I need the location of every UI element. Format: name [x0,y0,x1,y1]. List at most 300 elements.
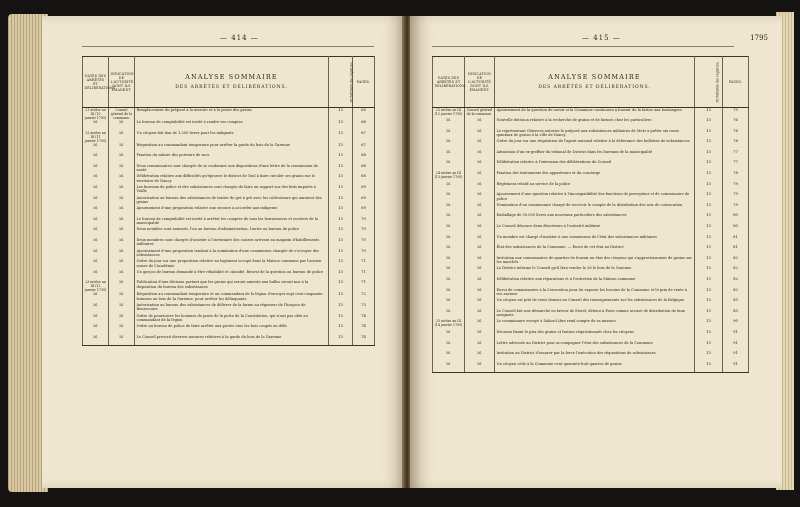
row-register-number: 13 [329,280,353,292]
row-page: 81 [723,245,749,256]
row-date: 23 nivôse an III (12 janvier 1795) [433,108,465,119]
row-date: Id. [433,277,465,288]
table-row [433,213,749,224]
table-row [433,192,749,203]
row-page: 65 [353,108,375,121]
table-row [83,131,375,143]
row-authority: Id. [109,174,135,185]
row-authority: Id. [465,118,495,129]
row-page: 76 [723,129,749,140]
row-page: 79 [723,182,749,193]
row-summary: Le Conseil dénonce deux déserteurs à l'autorité militaire [495,224,695,235]
row-summary: Publication d'une décision portant que les grains qui seront amenés aux halles seront mis à la disposition du bureau des subsistances [135,280,329,292]
row-date: Id. [83,174,109,185]
row-summary: Le bureau de comptabilité est invité à arrêter les comptes de tous les fournisseurs et ouvriers de la municipalité [135,217,329,228]
row-summary: Le représentant Génevois autorise le préposé aux subsistances militaires de Metz à prêter six cents quintaux de grains à la ville de Nancy [495,129,695,140]
table-row [433,129,749,140]
row-page: 68 [353,174,375,185]
table-row [433,150,749,161]
row-authority: Id. [465,256,495,267]
row-date: Id. [433,298,465,309]
row-page: 82 [723,266,749,277]
row-register-number: 13 [329,131,353,143]
row-summary: Deux membres sont chargés d'assister à l'inventaire des caisses arrivant au magasin d'habillements militaires [135,238,329,249]
row-page: 66 [353,120,375,131]
row-authority: Id. [109,249,135,260]
row-date: Id. [433,213,465,224]
row-summary: Ordre du jour sur une réquisition de l'agent national relative à la délivrance des bulletins de subsistances [495,139,695,150]
row-summary: Délibération relative aux réparations et à l'entretien de la Maison commune [495,277,695,288]
row-summary: Ordre du jour sur une proposition relative au logement occupé dans la Maison commune par l'ancien suisse de l'Académie [135,259,329,270]
row-summary: Deux commissaires sont chargés de se conformer aux dispositions d'une lettre de la commission de santé [135,164,329,175]
row-register-number: 13 [329,324,353,335]
row-summary: Nouvelle décision relative à la recherche de grains et de farines chez les particuliers [495,118,695,129]
row-page: 70 [353,238,375,249]
row-register-number: 13 [695,139,723,150]
row-summary: Invitation au District d'assurer par la force l'exécution des réquisitions de subsistances [495,351,695,362]
row-register-number: 13 [695,171,723,182]
row-authority: Id. [465,362,495,373]
header-analyse [495,57,695,108]
row-authority: Id. [465,341,495,352]
table-row [83,120,375,131]
header-indication: INDICATION DE L'AUTORITÉ DONT ILS ÉMANENT. [465,57,495,108]
row-authority: Id. [465,192,495,203]
row-authority: Id. [465,309,495,320]
row-page: 82 [723,256,749,267]
row-page: 69 [353,206,375,217]
table-row [83,324,375,335]
table-row [433,203,749,214]
header-rule [82,46,374,47]
row-authority: Id. [465,213,495,224]
header-numeros: NUMÉROS des registres. [329,57,353,108]
row-date: Id. [433,330,465,341]
row-register-number: 13 [329,238,353,249]
row-date: Id. [83,270,109,281]
row-register-number: 13 [695,277,723,288]
left-page-number: — 414 — [220,34,259,42]
row-register-number: 13 [695,341,723,352]
table-row [433,319,749,330]
table-row [83,153,375,164]
table-row [433,266,749,277]
table-row [433,351,749,362]
row-summary: Envoi de commissaires à la Convention pour lui exposer les besoins de la Commune et le prix de vente à ses anciens [495,288,695,299]
row-authority: Id. [465,139,495,150]
row-authority: Id. [465,171,495,182]
row-date: 22 nivôse an III (11 janvier 1795) [83,131,109,143]
table-row [83,196,375,207]
row-authority: Id. [465,150,495,161]
row-authority: Id. [465,235,495,246]
row-date: 24 nivôse an III (13 janvier 1795) [433,171,465,182]
row-summary: Ordre de poursuivre les hommes de poste de la porte de la Constitution, qui n'ont pas obéi au commandant de la légion [135,314,329,325]
table-row [83,108,375,121]
row-page: 83 [723,298,749,309]
header-analyse-subtitle: DES ARRÊTÉS ET DÉLIBÉRATIONS. [175,85,288,91]
row-date: Id. [433,224,465,235]
table-row [83,303,375,314]
row-page: 80 [723,213,749,224]
row-summary: Fixation du salaire des porteurs de sacs [135,153,329,164]
row-summary: Remplacement du préposé à la mesure et à la pesée des grains [135,108,329,121]
row-authority: Id. [465,277,495,288]
row-date: Id. [433,362,465,373]
row-page: 76 [723,139,749,150]
row-register-number: 13 [329,303,353,314]
table-row [83,227,375,238]
table-row [83,280,375,292]
row-date: Id. [83,153,109,164]
row-page: 68 [353,153,375,164]
row-summary: Le Conseil fait une démarche en faveur de Morel, détenu à Paris comme accusé de distribution de faux assignats [495,309,695,320]
row-page: 79 [723,203,749,214]
table-row [83,174,375,185]
row-authority: Id. [465,288,495,299]
row-register-number: 13 [695,245,723,256]
row-page: 70 [353,249,375,260]
row-date: Id. [83,217,109,228]
running-head-year: 1795 [750,34,768,42]
table-row [433,160,749,171]
row-page: 67 [353,131,375,143]
row-authority: Id. [465,266,495,277]
table-row [433,309,749,320]
row-register-number: 13 [695,256,723,267]
table-row [433,298,749,309]
row-page: 73 [353,303,375,314]
row-authority: Id. [109,164,135,175]
row-date: Id. [83,196,109,207]
register-table-right [432,56,749,373]
row-register-number: 13 [695,266,723,277]
row-register-number: 13 [329,249,353,260]
row-summary: Ajournement de la question de savoir si la Commune continuera à fournir de la farine aux boulangers [495,108,695,119]
row-date: Id. [433,129,465,140]
row-summary: Le bureau de comptabilité est invité à rendre ses comptes [135,120,329,131]
row-page: 81 [723,235,749,246]
row-date: Id. [83,314,109,325]
row-register-number: 13 [329,314,353,325]
row-authority: Id. [109,259,135,270]
row-authority: Id. [109,270,135,281]
row-summary: Les bureaux de police et des subsistances sont chargés de faire un rapport sur des faits imputés à Vialle [135,185,329,196]
row-register-number: 13 [329,143,353,154]
table-row [433,288,749,299]
table-row [83,206,375,217]
row-page: 91 [723,362,749,373]
row-page: 69 [353,196,375,207]
row-page: 71 [353,270,375,281]
row-date: Id. [433,139,465,150]
table-row [83,314,375,325]
row-date: Id. [433,182,465,193]
table-row [83,259,375,270]
table-row [83,164,375,175]
header-pages: PAGES. [723,57,749,108]
row-summary: Un citoyen fait don de 1,200 livres pour les indigents [135,131,329,143]
table-row [83,249,375,260]
header-analyse-title: ANALYSE SOMMAIRE [185,73,278,82]
row-register-number: 13 [695,129,723,140]
header-indication: INDICATION DE L'AUTORITÉ DONT ILS ÉMANENT. [109,57,135,108]
row-summary: Réquisition au commandant temporaire et au commandant de la légion d'envoyer sept cent cinquante hommes au bois de la Garenne, pour arrêter les délinquants [135,292,329,303]
row-register-number: 13 [329,270,353,281]
table-row [83,335,375,346]
row-register-number: 13 [695,319,723,330]
row-authority: Id. [109,292,135,303]
row-date: Id. [83,185,109,196]
row-page: 79 [723,192,749,203]
row-page: 91 [723,330,749,341]
row-authority: Id. [109,196,135,207]
row-date: Id. [433,266,465,277]
row-summary: Un garçon de bureau demande à être réhabilité et classifié. Renvoi de la question au bureau de police [135,270,329,281]
row-date: Id. [433,309,465,320]
row-authority: Id. [109,227,135,238]
row-authority: Conseil général de la commune. [109,108,135,121]
row-date: Id. [83,238,109,249]
row-summary: Autorisation au bureau des subsistances de délivrer de la farine au régisseur de l'hospice de Bonsecours [135,303,329,314]
row-summary: État des subsistances de la Commune. — Envoi de cet état au District [495,245,695,256]
table-row [433,362,749,373]
row-page: 70 [353,217,375,228]
row-authority: Id. [109,217,135,228]
row-authority: Id. [465,129,495,140]
row-summary: Délibération relative à l'extension des délibérations du Conseil [495,160,695,171]
row-summary: Autorisation au bureau des subsistances de traiter de gré à gré avec les cultivateurs qui auraient des grains [135,196,329,207]
row-date: Id. [83,303,109,314]
header-analyse-title: ANALYSE SOMMAIRE [548,73,641,82]
row-authority: Id. [109,314,135,325]
table-row [83,238,375,249]
row-page: 75 [723,108,749,119]
register-body-right [433,108,749,373]
row-register-number: 13 [695,235,723,246]
header-dates: DATES DES ARRÊTÉS ET DÉLIBÉRATIONS. [433,57,465,108]
row-authority: Id. [109,153,135,164]
row-date: Id. [433,351,465,362]
row-date: 25 nivôse an III (14 janvier 1795) [433,319,465,330]
row-page: 82 [723,288,749,299]
row-summary: Un citoyen cède à la Commune cent quarante-huit quartes de grains [495,362,695,373]
row-authority: Id. [109,324,135,335]
table-row [433,256,749,267]
row-summary: Nomination d'un commissaire chargé de recevoir le compte de la distribution des avis de convocation [495,203,695,214]
row-register-number: 13 [329,196,353,207]
row-register-number: 13 [329,164,353,175]
row-register-number: 13 [329,185,353,196]
row-page: 71 [353,280,375,292]
row-date: Id. [433,256,465,267]
table-row [433,139,749,150]
row-page: 91 [723,351,749,362]
row-page: 70 [353,227,375,238]
row-register-number: 13 [329,259,353,270]
row-authority: Id. [465,224,495,235]
row-summary: Un membre est chargé d'assister à une commission de l'état des subsistances militaires [495,235,695,246]
row-authority: Id. [109,303,135,314]
row-register-number: 13 [329,217,353,228]
row-summary: Fixation des traitements des appariteurs et du concierge [495,171,695,182]
row-summary: Réquisition au commandant temporaire pour arrêter la garde du bois de la Garenne [135,143,329,154]
row-summary: Le commissaire envoyé à Saline-Libre rend compte de sa mission [495,319,695,330]
row-register-number: 13 [695,150,723,161]
row-summary: Le District informe le Conseil qu'il fera vendre le 26 le bois de la Garenne [495,266,695,277]
row-register-number: 13 [695,160,723,171]
row-date: Id. [83,335,109,346]
row-register-number: 13 [695,288,723,299]
table-row [83,185,375,196]
right-page-number: — 415 — [582,34,621,42]
row-page: 72 [353,292,375,303]
row-date: Id. [433,192,465,203]
row-page: 67 [353,143,375,154]
register-body-left [83,108,375,346]
row-page: 80 [723,224,749,235]
row-register-number: 13 [695,182,723,193]
row-authority: Id. [465,351,495,362]
row-register-number: 13 [695,309,723,320]
row-authority: Id. [109,120,135,131]
row-register-number: 13 [695,213,723,224]
header-analyse [135,57,329,108]
row-register-number: 13 [329,292,353,303]
right-page [410,16,782,488]
row-summary: Règlement relatif au service de la police [495,182,695,193]
row-authority: Id. [465,330,495,341]
row-register-number: 13 [329,153,353,164]
row-page: 74 [353,314,375,325]
row-authority: Id. [465,319,495,330]
row-page: 76 [723,118,749,129]
row-date: Id. [83,120,109,131]
row-date: Id. [83,292,109,303]
table-row [433,245,749,256]
register-table-left [82,56,375,346]
row-summary: Ajournement d'une proposition tendant à la nomination d'une commission chargée de s'occuper des subsistances [135,249,329,260]
row-authority: Id. [465,160,495,171]
left-page [42,16,406,488]
row-register-number: 13 [695,351,723,362]
row-page: 90 [723,319,749,330]
row-authority: Id. [465,182,495,193]
row-date: Id. [83,143,109,154]
row-register-number: 13 [695,203,723,214]
row-page: 71 [353,259,375,270]
row-date: Id. [433,203,465,214]
row-date: Id. [433,288,465,299]
row-page: 69 [353,185,375,196]
row-authority: Id. [109,280,135,292]
header-numeros: NUMÉROS des registres. [695,57,723,108]
row-register-number: 13 [329,227,353,238]
table-row [433,341,749,352]
row-date: Id. [83,324,109,335]
row-page: 74 [353,324,375,335]
row-authority: Id. [109,206,135,217]
row-register-number: 13 [329,120,353,131]
row-register-number: 13 [329,335,353,346]
table-row [433,224,749,235]
row-register-number: 13 [695,362,723,373]
row-page: 83 [723,309,749,320]
row-page: 77 [723,160,749,171]
row-register-number: 13 [695,298,723,309]
row-date: Id. [433,341,465,352]
row-summary: Admission d'un ex-greffier du tribunal de District dans les bureaux de la municipalité [495,150,695,161]
row-register-number: 13 [695,118,723,129]
row-authority: Id. [109,131,135,143]
row-register-number: 13 [695,192,723,203]
row-summary: Un citoyen est prié de venir donner au Conseil des renseignements sur les subsistances de la Belgique [495,298,695,309]
row-summary: Lettre adressée au District pour accompagner l'état des subsistances de la Commune [495,341,695,352]
table-row [433,330,749,341]
header-analyse-subtitle: DES ARRÊTÉS ET DÉLIBÉRATIONS. [538,85,651,91]
row-summary: Le Conseil prescrit diverses mesures relatives à la garde du bois de la Garenne [135,335,329,346]
row-page: 77 [723,150,749,161]
row-page: 74 [353,335,375,346]
row-page: 91 [723,341,749,352]
row-register-number: 13 [695,330,723,341]
table-row [83,292,375,303]
row-date: Id. [83,164,109,175]
row-authority: Id. [465,245,495,256]
row-register-number: 13 [329,174,353,185]
row-date: Id. [433,150,465,161]
header-pages: PAGES. [353,57,375,108]
row-authority: Id. [109,335,135,346]
row-date: Id. [433,160,465,171]
row-register-number: 13 [695,108,723,119]
table-row [433,235,749,246]
row-summary: Deux notables sont nommés, l'un au bureau d'administration, l'autre au bureau de police [135,227,329,238]
row-register-number: 13 [329,108,353,121]
row-authority: Id. [109,143,135,154]
row-date: 23 nivôse an III (12 janvier 1795) [83,280,109,292]
row-authority: Id. [465,298,495,309]
row-summary: Délibération relative aux difficultés qu'éprouve le district de Toul à faire circuler ses grains sur le territoire de Nancy [135,174,329,185]
table-row [83,270,375,281]
row-authority: Id. [109,238,135,249]
row-date: 21 nivôse an III (10 janvier 1795) [83,108,109,121]
row-date: Id. [83,206,109,217]
row-authority: Conseil général de la commune. [465,108,495,119]
row-date: Id. [433,118,465,129]
header-rule [432,46,734,47]
row-authority: Id. [465,203,495,214]
row-summary: Invitation aux commissaires de quartier de fournir un état des citoyens qui s'approvisionnent de grains sur les marchés [495,256,695,267]
table-row [433,277,749,288]
row-register-number: 13 [695,224,723,235]
table-row [433,171,749,182]
row-date: Id. [83,259,109,270]
table-row [433,118,749,129]
row-page: 78 [723,171,749,182]
row-summary: Ajournement d'une proposition relative aux secours à accorder aux indigents [135,206,329,217]
row-date: Id. [433,245,465,256]
row-summary: Emballage de 50,000 livres aux nouveaux particuliers des subsistances [495,213,695,224]
table-row [433,108,749,119]
row-page: 68 [353,164,375,175]
row-summary: Décision fixant le prix des grains et farines réquisitionnés chez les citoyens [495,330,695,341]
table-row [433,182,749,193]
row-date: Id. [433,235,465,246]
row-authority: Id. [109,185,135,196]
row-register-number: 13 [329,206,353,217]
row-summary: Ajournement d'une question relative à l'incompatibilité des fonctions de percepteur et de commissaire de police [495,192,695,203]
